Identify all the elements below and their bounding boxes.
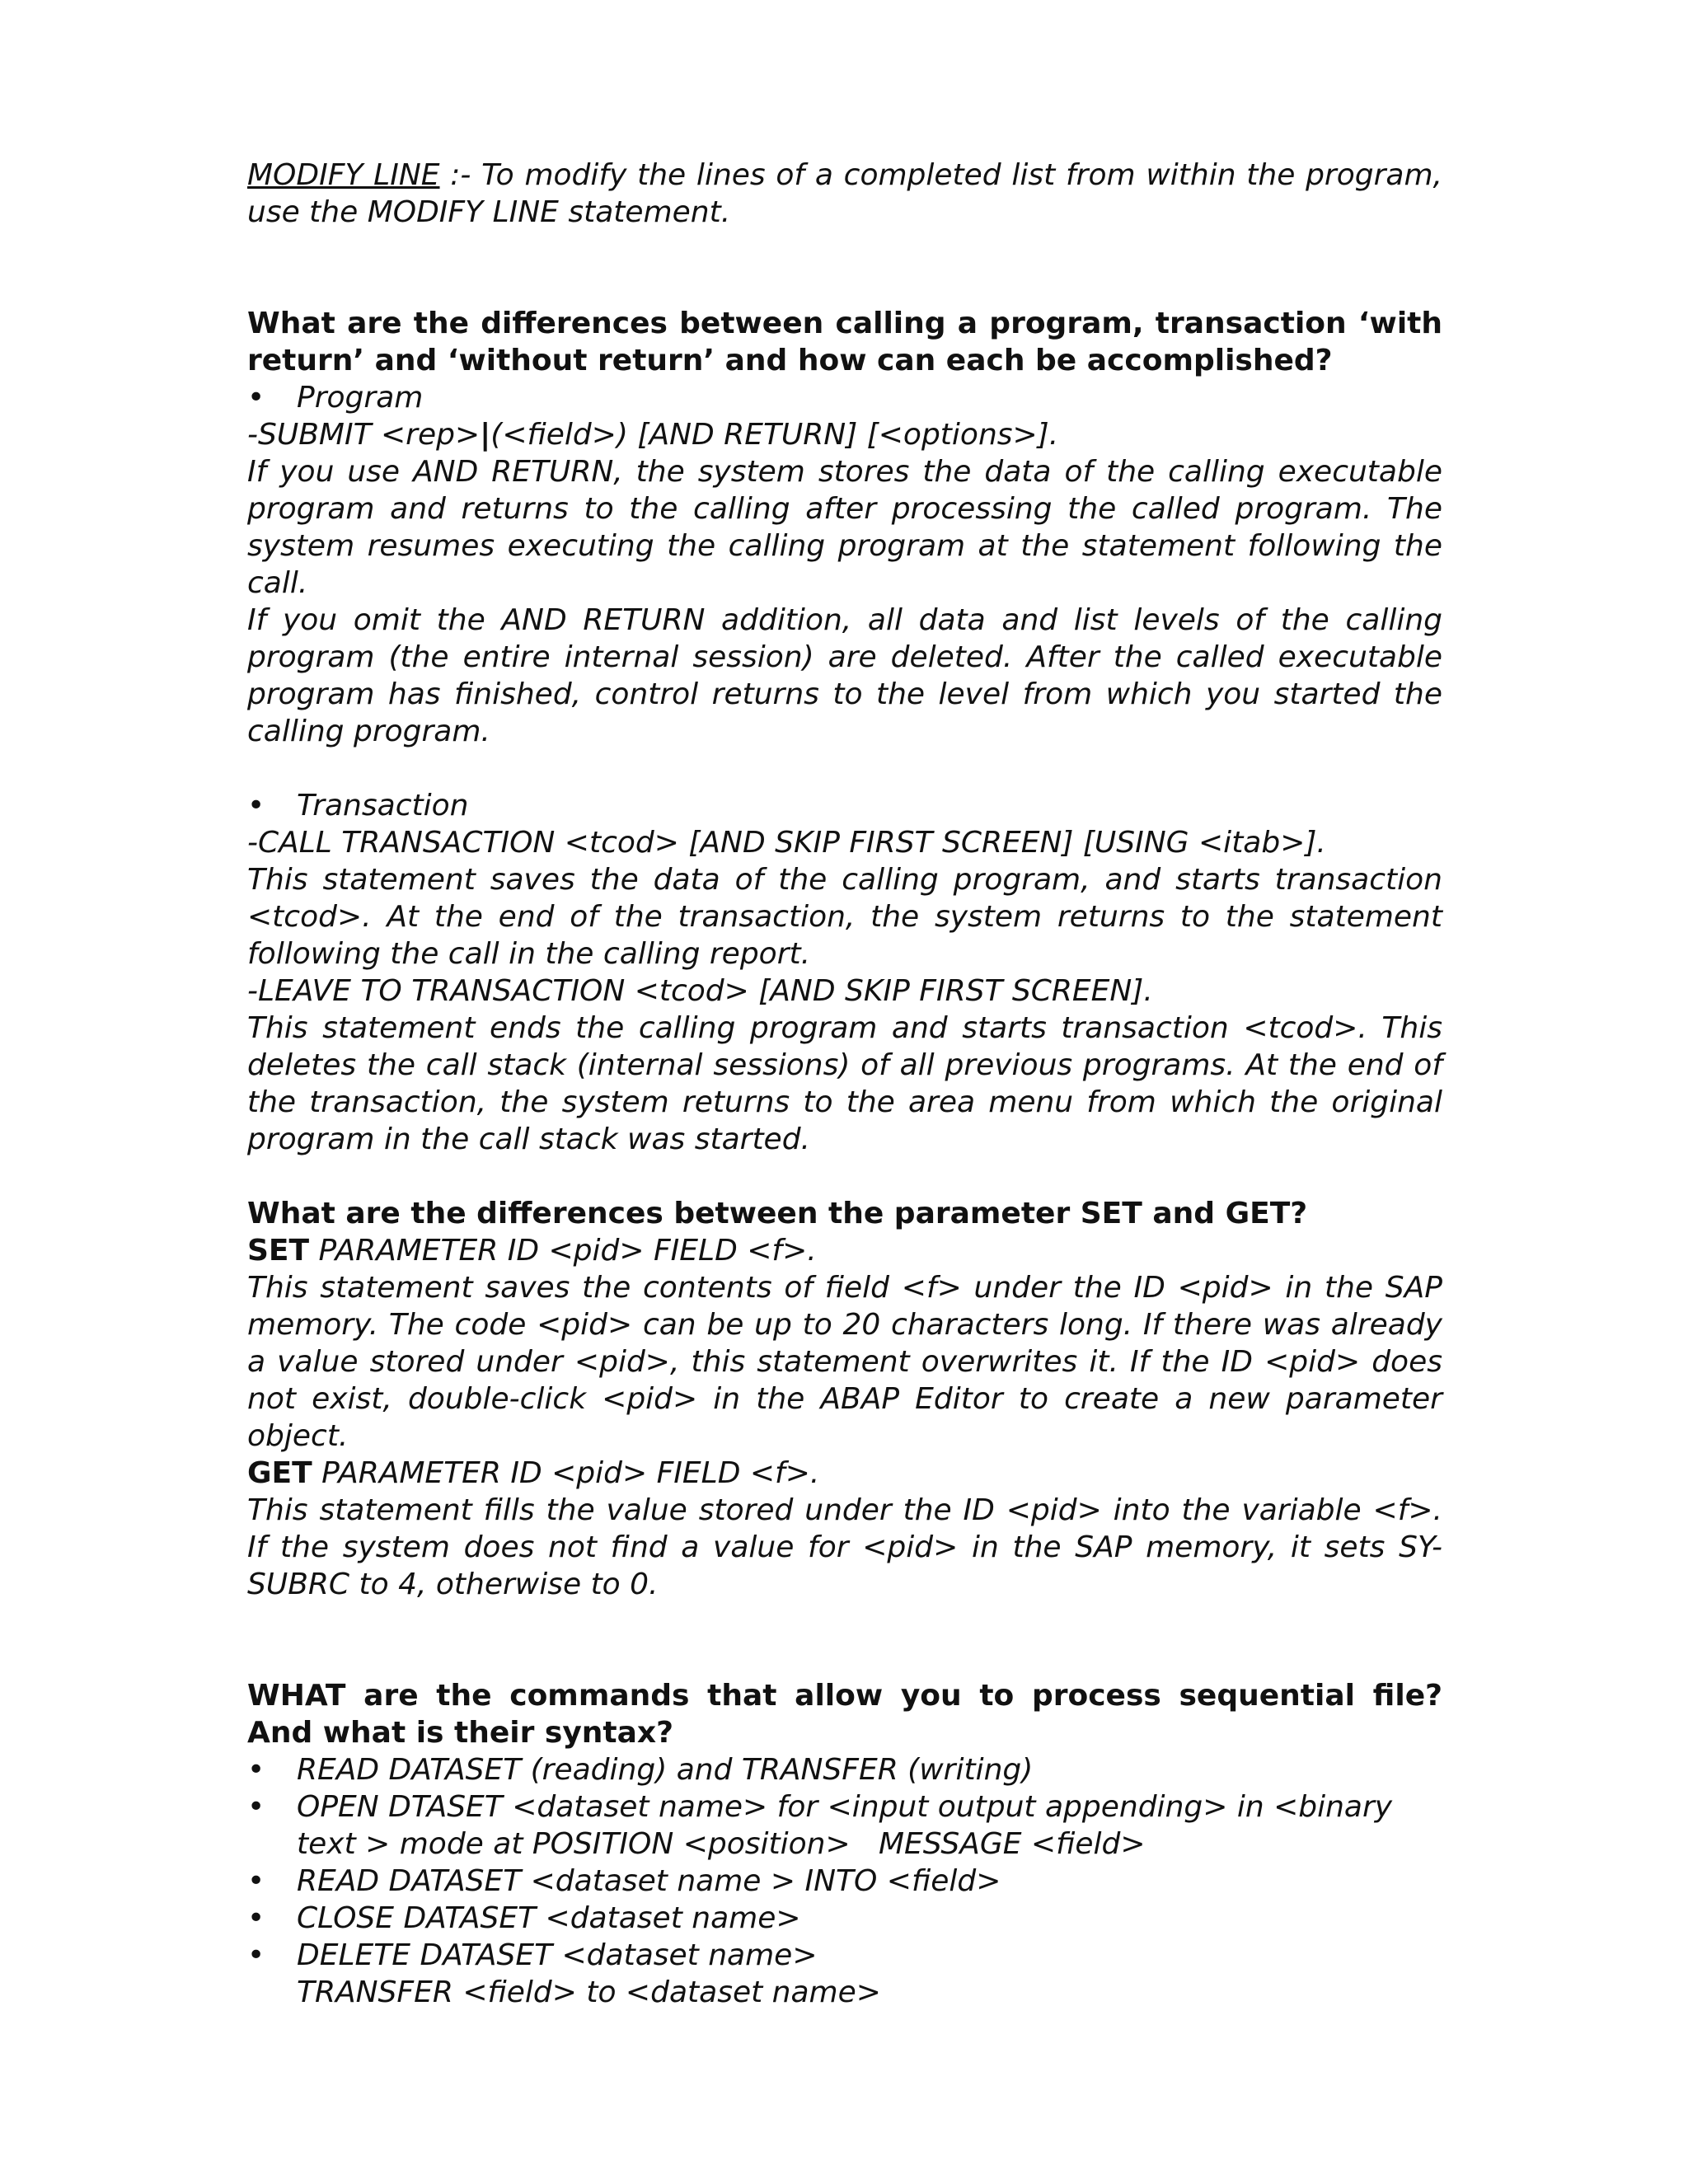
bullet-icon: • xyxy=(247,1753,265,1787)
list-item: • READ DATASET (reading) and TRANSFER (writing) xyxy=(247,1753,1034,1787)
set-keyword: SET xyxy=(247,1234,310,1268)
setget-question-heading: What are the differences between the parameter SET and GET? xyxy=(247,1197,1308,1230)
bullet-program xyxy=(247,379,1442,416)
modify-line-term: MODIFY LINE xyxy=(247,158,440,192)
get-keyword: GET xyxy=(247,1456,312,1490)
bullet-transaction-label: Transaction xyxy=(297,789,469,823)
calling-question-heading: What are the differences between calling a program, transaction ‘with return’ and ‘without return’ and how can each be accomplished? xyxy=(247,307,1442,377)
bullet-icon: • xyxy=(247,381,265,415)
modify-line-paragraph xyxy=(247,157,1442,231)
bullet-icon: • xyxy=(247,1790,265,1824)
bullet-program-label: Program xyxy=(297,381,424,415)
bullet-transaction xyxy=(247,787,1442,824)
files-question-heading: WHAT are the commands that allow you to process sequential file? And what is their syntax? xyxy=(247,1679,1442,1750)
submit-syntax: -SUBMIT <rep>|(<field>) [AND RETURN] [<options>]. xyxy=(247,418,1059,452)
call-transaction-paragraph: This statement saves the data of the calling program, and starts transaction <tcod>. At the end of the transaction, the system returns to the statement following the call in the calling report. xyxy=(247,863,1442,971)
list-item: • CLOSE DATASET <dataset name> xyxy=(247,1901,801,1935)
get-syntax: GET PARAMETER ID <pid> FIELD <f>. xyxy=(247,1456,820,1490)
leave-transaction-paragraph: This statement ends the calling program and starts transaction <tcod>. This deletes the call stack (internal sessions) of all previous programs. At the end of the transaction, the system returns to the area menu from which the original program in the call stack was started. xyxy=(247,1011,1442,1156)
modify-line-text: :- To modify the lines of a completed list from within the program, use the MODIFY LINE statement. xyxy=(247,158,1442,229)
call-transaction-syntax: -CALL TRANSACTION <tcod> [AND SKIP FIRST SCREEN] [USING <itab>]. xyxy=(247,826,1326,860)
bullet-icon: • xyxy=(247,1864,265,1898)
bullet-icon: • xyxy=(247,789,265,823)
list-item: • READ DATASET <dataset name > INTO <field> xyxy=(247,1864,1001,1898)
document-page xyxy=(247,157,1442,2011)
leave-transaction-syntax: -LEAVE TO TRANSACTION <tcod> [AND SKIP FIRST SCREEN]. xyxy=(247,974,1153,1008)
set-syntax: SET PARAMETER ID <pid> FIELD <f>. xyxy=(247,1234,817,1268)
set-paragraph: This statement saves the contents of field <f> under the ID <pid> in the SAP memory. The code <pid> can be up to 20 characters long. If there was already a value stored under <pid>, this statement overwrites it. If the ID <pid> does not exist, double-click <pid> in the ABAP Editor to create a new parameter object. xyxy=(247,1271,1442,1453)
omit-return-paragraph: If you omit the AND RETURN addition, all data and list levels of the calling program (the entire internal session) are deleted. After the called executable program has finished, control returns to the level from which you started the calling program. xyxy=(247,603,1442,748)
list-item: • DELETE DATASET <dataset name> xyxy=(247,1938,818,1972)
list-item-continuation: TRANSFER <field> to <dataset name> xyxy=(297,1975,881,2009)
list-item: • OPEN DTASET <dataset name> for <input output appending> in <binary text > mode at POSITION <position> MESSAGE <field> xyxy=(247,1790,1402,1861)
bullet-icon: • xyxy=(247,1938,265,1972)
bullet-icon: • xyxy=(247,1901,265,1935)
and-return-paragraph: If you use AND RETURN, the system stores the data of the calling executable program and returns to the calling after processing the called program. The system resumes executing the calling program at the statement following the call. xyxy=(247,455,1442,600)
get-paragraph: This statement fills the value stored under the ID <pid> into the variable <f>. If the system does not find a value for <pid> in the SAP memory, it sets SY-SUBRC to 4, otherwise to 0. xyxy=(247,1493,1442,1601)
